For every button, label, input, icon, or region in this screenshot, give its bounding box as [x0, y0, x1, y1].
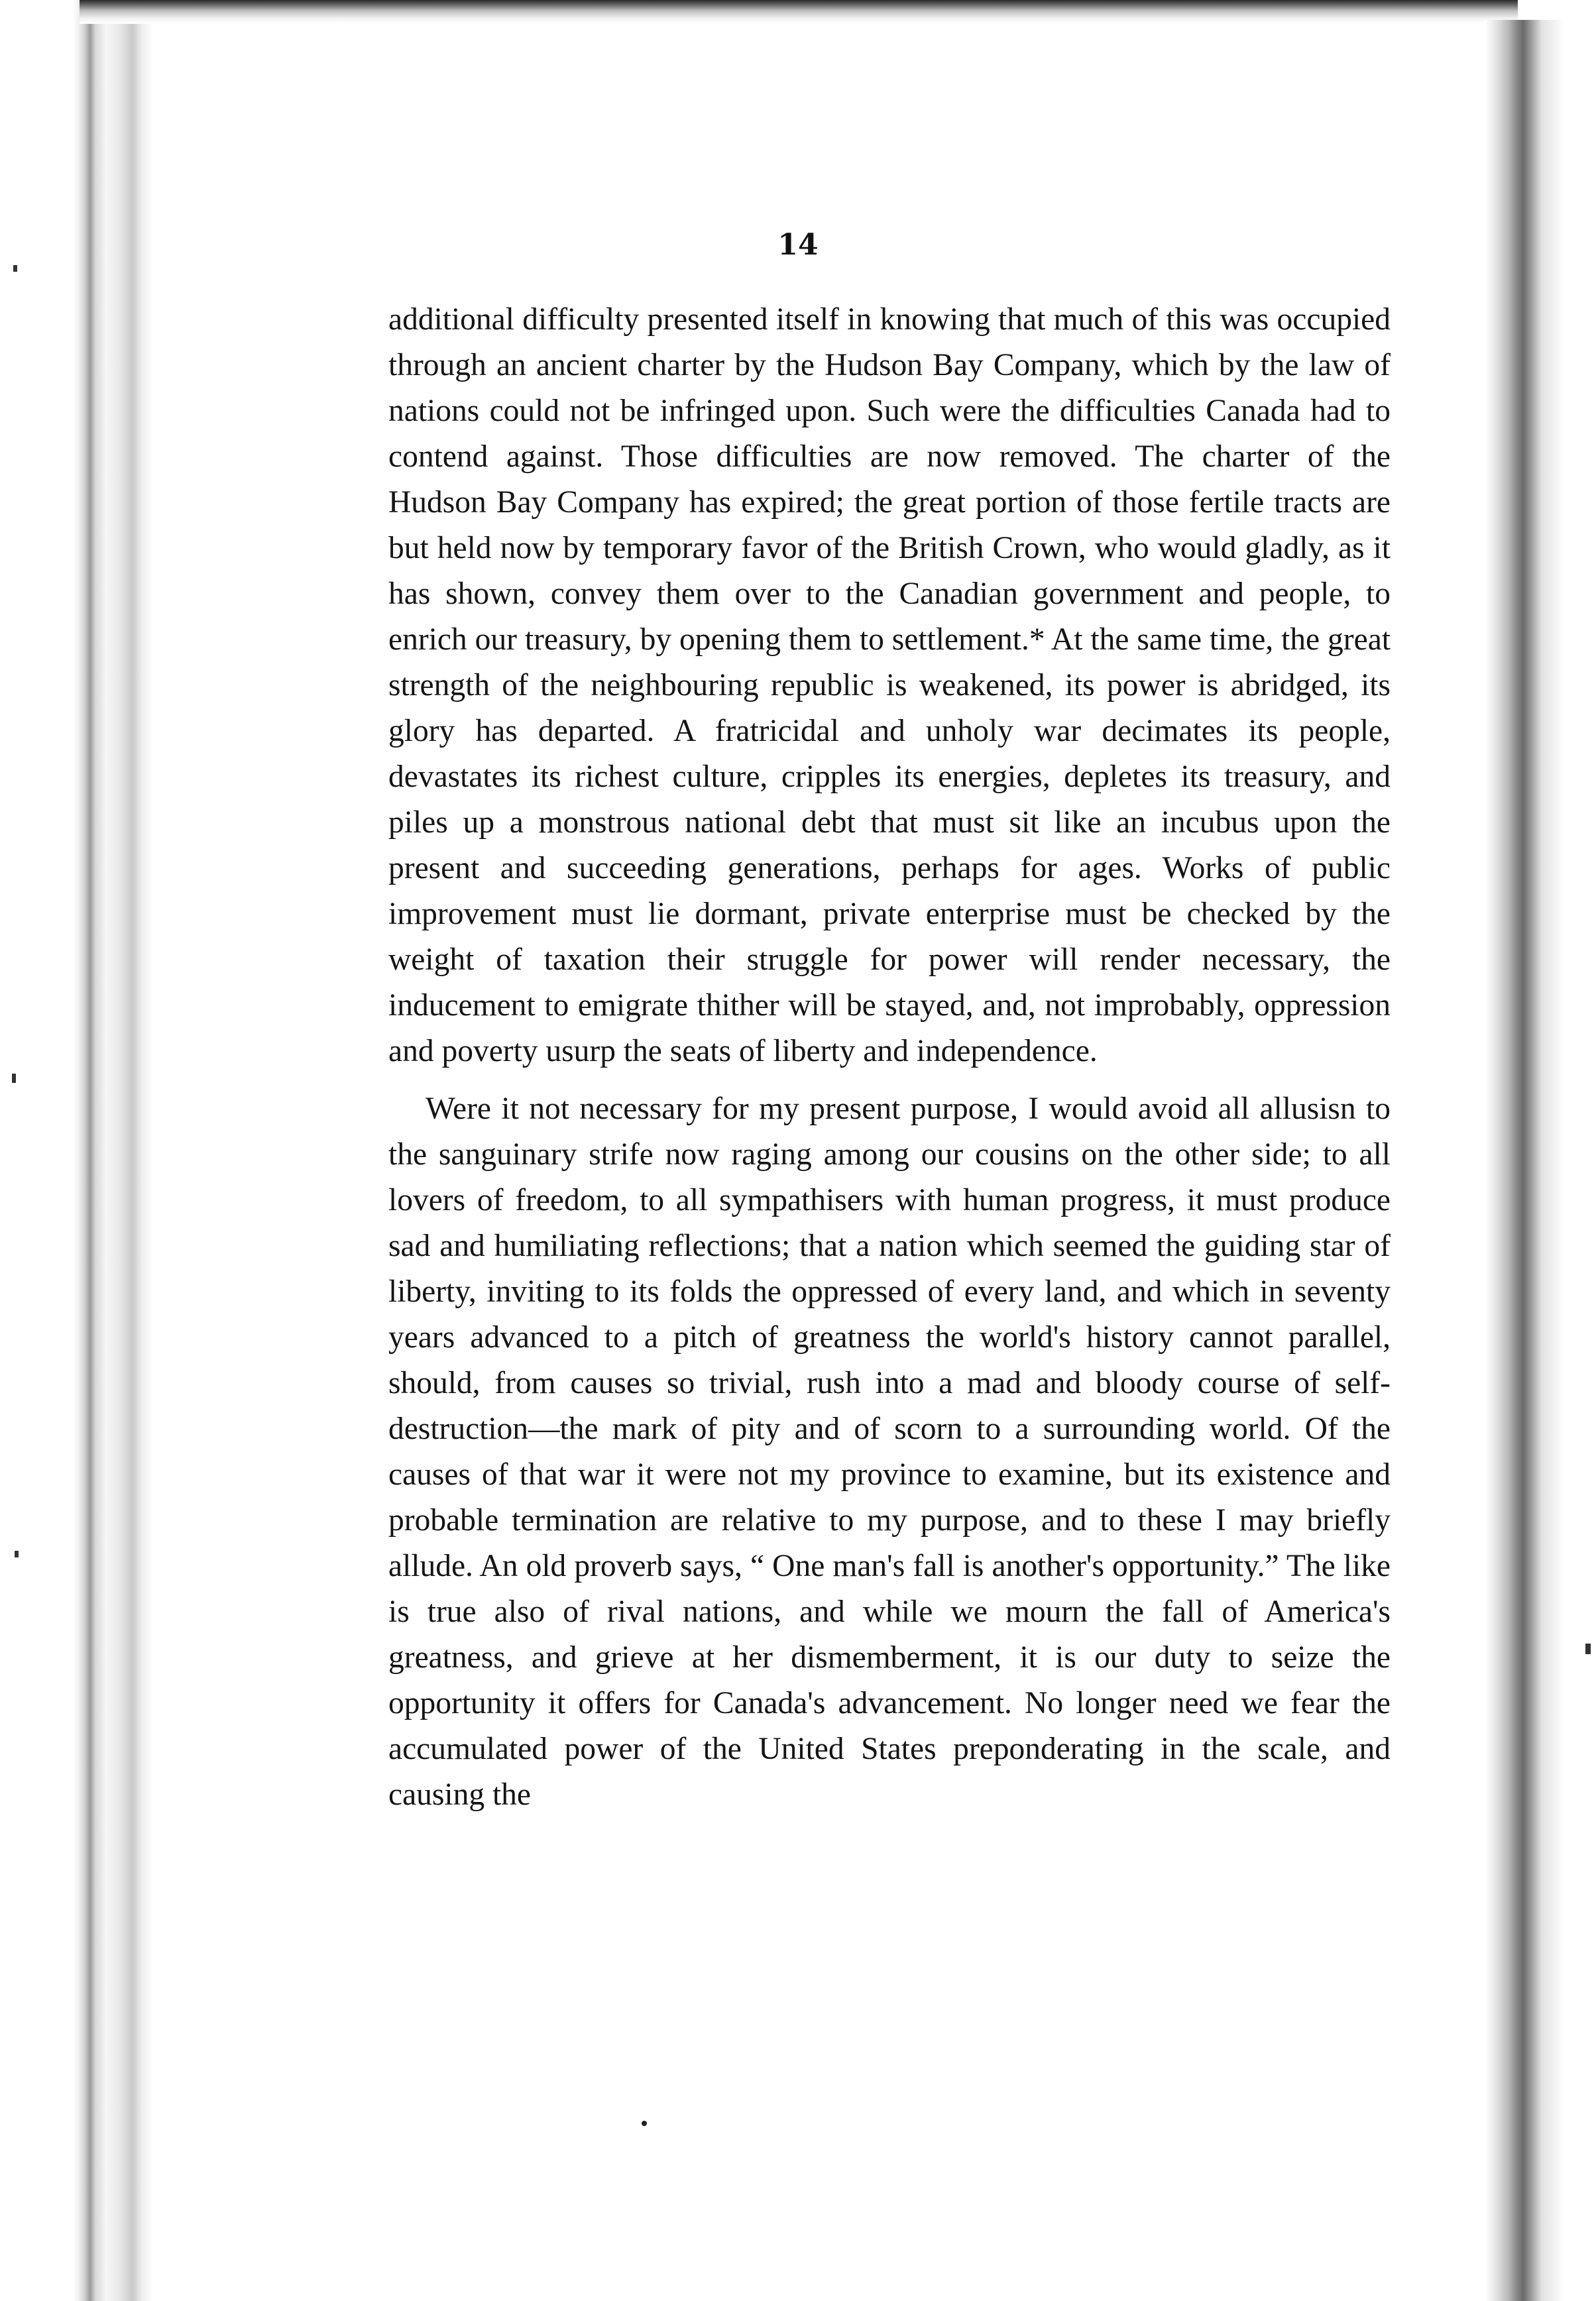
body-text — [388, 297, 1391, 1818]
stray-edge-mark — [13, 265, 17, 272]
paragraph-2: Were it not necessary for my present purpose, I would avoid all allusisn to the sanguinary strife now raging among our cousins on the other side; to all lovers of freedom, to all sympathisers with human progress, it must produce sad and humiliating reflections; that a nation which seemed the guiding star of liberty, inviting to its folds the oppressed of every land, and which in seventy years advanced to a pitch of greatness the world's history cannot parallel, should, from causes so trivial, rush into a mad and bloody course of self-destruction—the mark of pity and of scorn to a surrounding world. Of the causes of that war it were not my province to examine, but its existence and probable termination are relative to my purpose, and to these I may briefly allude. An old proverb says, “ One man's fall is another's opportunity.” The like is true also of rival nations, and while we mourn the fall of America's greatness, and grieve at her dismemberment, it is our duty to seize the opportunity it offers for Canada's advancement. No longer need we fear the accumulated power of the United States preponderating in the scale, and causing the — [388, 1092, 1391, 1812]
page-number: 14 — [777, 228, 819, 262]
scan-left-margin — [0, 0, 154, 2301]
scan-top-edge — [80, 0, 1518, 24]
stray-dot-mark — [642, 2121, 647, 2126]
stray-edge-mark — [15, 1551, 19, 1557]
stray-edge-mark — [1585, 1644, 1591, 1654]
stray-edge-mark — [12, 1074, 16, 1083]
paragraph-1: additional difficulty presented itself in knowing that much of this was occupied through an ancient charter by the Hudson Bay Company, which by the law of nations could not be infringed upon. Such were the difficulties Canada had to contend against. Those difficulties are now removed. The charter of the Hudson Bay Company has expired; the great portion of those fertile tracts are but held now by temporary favor of the British Crown, who would gladly, as it has shown, convey them over to the Canadian government and people, to enrich our treasury, by opening them to settlement.* At the same time, the great strength of the neighbouring republic is weakened, its power is abridged, its glory has departed. A fratricidal and unholy war decimates its people, devastates its richest culture, cripples its energies, depletes its treasury, and piles up a monstrous national debt that must sit like an incubus upon the present and succeeding generations, perhaps for ages. Works of public improvement must lie dormant, private enterprise must be checked by the weight of taxation their struggle for power will render necessary, the inducement to emigrate thither will be stayed, and, not improbably, oppression and poverty usurp the seats of liberty and independence. — [388, 302, 1391, 1068]
scan-right-page-edge — [1485, 20, 1596, 2301]
